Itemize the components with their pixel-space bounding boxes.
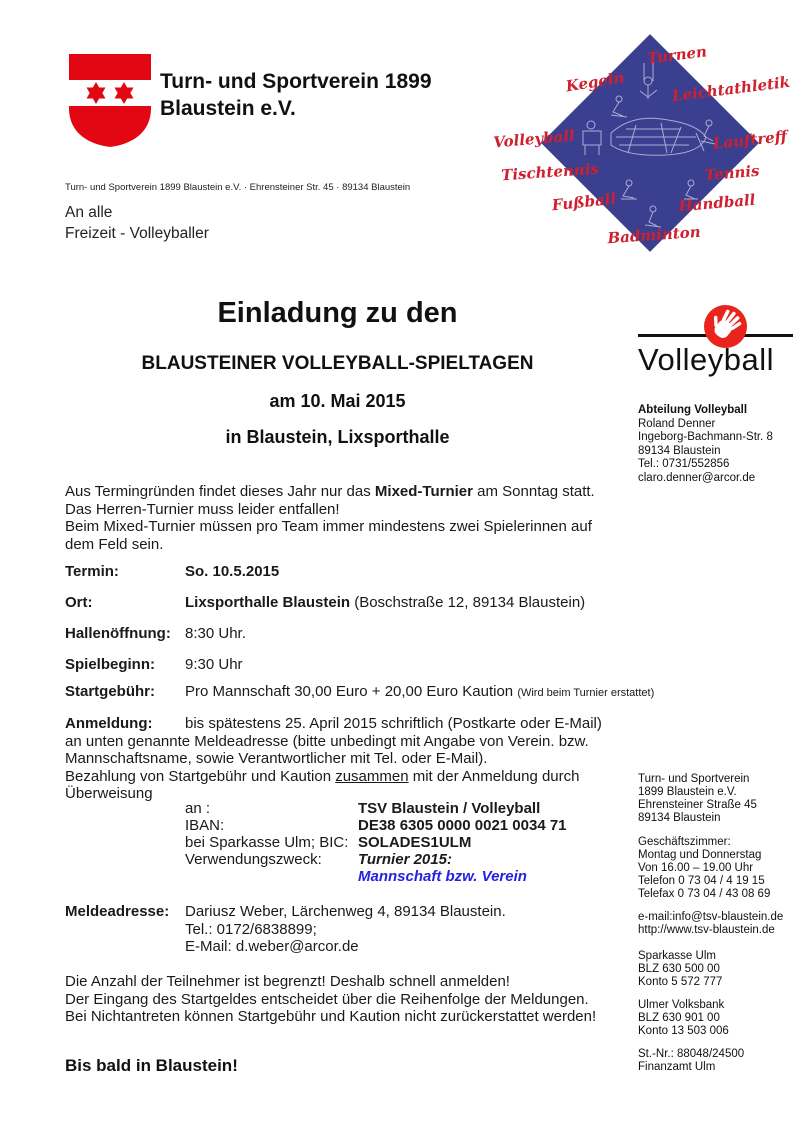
- event-location: in Blaustein, Lixsporthalle: [225, 427, 450, 447]
- recipient-block: [65, 202, 209, 244]
- club-city: 89134 Blaustein: [638, 812, 721, 824]
- termin-label: Termin:: [65, 563, 119, 580]
- office-heading: Geschäftszimmer:: [638, 836, 731, 848]
- bank-recipient-value: TSV Blaustein / Volleyball: [358, 800, 541, 817]
- sidebar-club-address: [638, 773, 798, 825]
- dept-contact-heading: Abteilung Volleyball: [638, 404, 748, 416]
- sport-label-volleyball: Volleyball: [492, 126, 576, 152]
- ort-value-address: (Boschstraße 12, 89134 Blaustein): [350, 594, 586, 611]
- closing-paragraph: [65, 973, 645, 1026]
- closing-line2: Der Eingang des Startgeldes entscheidet über die Reihenfolge der Meldungen.: [65, 990, 589, 1008]
- payment-text: Bezahlung von Startgebühr und Kaution: [65, 767, 336, 785]
- ort-value: [185, 594, 585, 611]
- sport-label-lauftreff: Lauftreff: [712, 127, 788, 153]
- sport-label-turnen: Turnen: [646, 42, 708, 68]
- startgebuehr-label: Startgebühr:: [65, 683, 155, 700]
- meldeadresse-block: [65, 903, 635, 956]
- bank1-name: Sparkasse Ulm: [638, 950, 716, 962]
- purpose-label: Verwendungszweck:: [185, 851, 322, 868]
- tax-office: Finanzamt Ulm: [638, 1061, 716, 1073]
- bank2-blz: BLZ 630 901 00: [638, 1012, 720, 1024]
- bank-transfer-block: [185, 800, 625, 885]
- office-days: Montag und Donnerstag: [638, 849, 762, 861]
- org-title-line1: Turn- und Sportverein 1899: [160, 70, 432, 93]
- sport-label-leichtathletik: Leichtathletik: [671, 72, 791, 106]
- intro-text-2: Beim Mixed-Turnier müssen pro Team immer mindestens zwei Spielerinnen auf dem Feld sein.: [65, 518, 592, 553]
- volleyball-wordmark: Volleyball: [638, 342, 774, 377]
- office-phone: Telefon 0 73 04 / 4 19 15: [638, 875, 765, 887]
- payment-text-underlined: zusammen: [335, 767, 409, 785]
- office-hours: Von 16.00 – 19.00 Uhr: [638, 862, 754, 874]
- volleyball-dept-logo: [638, 300, 793, 390]
- meldeadresse-address: Dariusz Weber, Lärchenweg 4, 89134 Blaustein.: [185, 903, 506, 920]
- org-title-line2: Blaustein e.V.: [160, 97, 296, 120]
- club-website: http://www.tsv-blaustein.de: [638, 924, 775, 936]
- dept-contact-name: Roland Denner: [638, 417, 716, 430]
- bank-row-purpose: [185, 851, 625, 868]
- bank-recipient-label: an :: [185, 800, 211, 817]
- sidebar-bank-volksbank: [638, 999, 798, 1038]
- hallenoeffnung-value: 8:30 Uhr.: [185, 625, 246, 642]
- sport-label-fussball: Fußball: [551, 189, 617, 215]
- meldeadresse-label: Meldeadresse:: [65, 903, 170, 920]
- iban-label: IBAN:: [185, 817, 225, 834]
- sidebar-web-contact: [638, 911, 798, 937]
- detail-row-termin: [65, 563, 665, 580]
- recipient-line2: Freizeit - Volleyballer: [65, 225, 209, 242]
- purpose-label-spacer: [185, 868, 358, 885]
- dept-contact-city: 89134 Blaustein: [638, 444, 721, 457]
- office-fax: Telefax 0 73 04 / 43 08 69: [638, 888, 771, 900]
- anmeldung-paragraph: [65, 715, 622, 803]
- dept-contact-phone: Tel.: 0731/552856: [638, 458, 730, 470]
- bank-row-bic: [185, 834, 625, 851]
- sidebar-bank-sparkasse: [638, 950, 798, 989]
- detail-row-hallenoeffnung: [65, 625, 665, 642]
- payment-text-cont: mit der Anmeldung durch Überweisung: [65, 767, 580, 802]
- bank-row-purpose2: [185, 868, 625, 885]
- sport-label-kegeln: Kegeln: [564, 68, 626, 96]
- bank-row-iban: [185, 817, 625, 834]
- ort-value-hall: Lixsporthalle Blaustein: [185, 594, 351, 611]
- club-shield-icon: [65, 50, 155, 150]
- ort-label: Ort:: [65, 594, 93, 611]
- recipient-line1: An alle: [65, 204, 113, 221]
- intro-text-cont: am Sonntag statt. Das Herren-Turnier muss leider entfallen!: [65, 483, 595, 518]
- spielbeginn-value: 9:30 Uhr: [185, 656, 243, 673]
- signoff-text: Bis bald in Blaustein!: [65, 1056, 238, 1075]
- closing-line3: Bei Nichtantreten können Startgebühr und Kaution nicht zurückerstattet werden!: [65, 1008, 597, 1025]
- sport-label-tischtennis: Tischtennis: [500, 159, 600, 185]
- startgebuehr-value: [185, 683, 654, 700]
- termin-value: So. 10.5.2015: [185, 563, 280, 580]
- anmeldung-label: Anmeldung:: [65, 715, 153, 732]
- intro-bold-mixed-turnier: Mixed-Turnier: [374, 483, 473, 500]
- dept-contact-block: [638, 404, 798, 485]
- meldeadresse-phone: Tel.: 0172/6838899;: [185, 920, 317, 938]
- sport-label-badminton: Badminton: [606, 222, 702, 248]
- event-date: am 10. Mai 2015: [269, 391, 406, 411]
- startgebuehr-amount: Pro Mannschaft 30,00 Euro + 20,00 Euro Kaution: [185, 683, 518, 700]
- bank2-konto: Konto 13 503 006: [638, 1025, 729, 1037]
- bic-label: bei Sparkasse Ulm; BIC:: [185, 834, 349, 851]
- sender-address-line: Turn- und Sportverein 1899 Blaustein e.V. · Ehrensteiner Str. 45 · 89134 Blaustein: [65, 182, 411, 193]
- closing-line1: Die Anzahl der Teilnehmer ist begrenzt! Deshalb schnell anmelden!: [65, 973, 510, 990]
- meldeadresse-email: E-Mail: d.weber@arcor.de: [185, 938, 359, 955]
- tax-number: St.-Nr.: 88048/24500: [638, 1048, 745, 1060]
- club-name-line2: 1899 Blaustein e.V.: [638, 786, 737, 798]
- intro-text: Aus Termingründen findet dieses Jahr nur das: [65, 483, 375, 500]
- event-name: BLAUSTEINER VOLLEYBALL-SPIELTAGEN: [141, 353, 534, 374]
- club-email: e-mail:info@tsv-blaustein.de: [638, 911, 784, 923]
- hallenoeffnung-label: Hallenöffnung:: [65, 625, 171, 642]
- bank1-konto: Konto 5 572 777: [638, 976, 723, 988]
- anmeldung-text: bis spätestens 25. April 2015 schriftlich (Postkarte oder E-Mail) an unten genannte Meldeadresse (bitte unbedingt mit Angabe von Verein. bzw. Mannschaftsname, sowie Verantwortlicher mit Tel. oder E-Mail).: [65, 715, 602, 767]
- spielbeginn-label: Spielbeginn:: [65, 656, 155, 673]
- sport-label-handball: Handball: [677, 190, 757, 216]
- detail-row-ort: [65, 594, 665, 611]
- bic-value: SOLADES1ULM: [358, 834, 472, 851]
- bank-row-recipient: [185, 800, 625, 817]
- bank2-name: Ulmer Volksbank: [638, 999, 725, 1011]
- meldeadresse-value: [185, 903, 506, 956]
- bank1-blz: BLZ 630 500 00: [638, 963, 720, 975]
- sidebar-office-hours: [638, 836, 798, 901]
- purpose-value-line2: Mannschaft bzw. Verein: [358, 868, 527, 885]
- sport-label-tennis: Tennis: [703, 161, 761, 185]
- detail-row-spielbeginn: [65, 656, 665, 673]
- dept-contact-email: claro.denner@arcor.de: [638, 471, 756, 484]
- club-name-line1: Turn- und Sportverein: [638, 773, 750, 785]
- title-block: [60, 297, 615, 448]
- intro-paragraph: [65, 483, 622, 553]
- page-title: Einladung zu den: [217, 297, 458, 329]
- dept-contact-street: Ingeborg-Bachmann-Str. 8: [638, 431, 773, 443]
- purpose-value-line1: Turnier 2015:: [358, 851, 452, 868]
- org-title: [160, 68, 432, 122]
- sidebar-tax-info: [638, 1048, 798, 1074]
- detail-row-startgebuehr: [65, 683, 665, 700]
- startgebuehr-note: (Wird beim Turnier erstattet): [517, 687, 655, 699]
- club-street: Ehrensteiner Straße 45: [638, 799, 757, 811]
- iban-value: DE38 6305 0000 0021 0034 71: [358, 817, 567, 834]
